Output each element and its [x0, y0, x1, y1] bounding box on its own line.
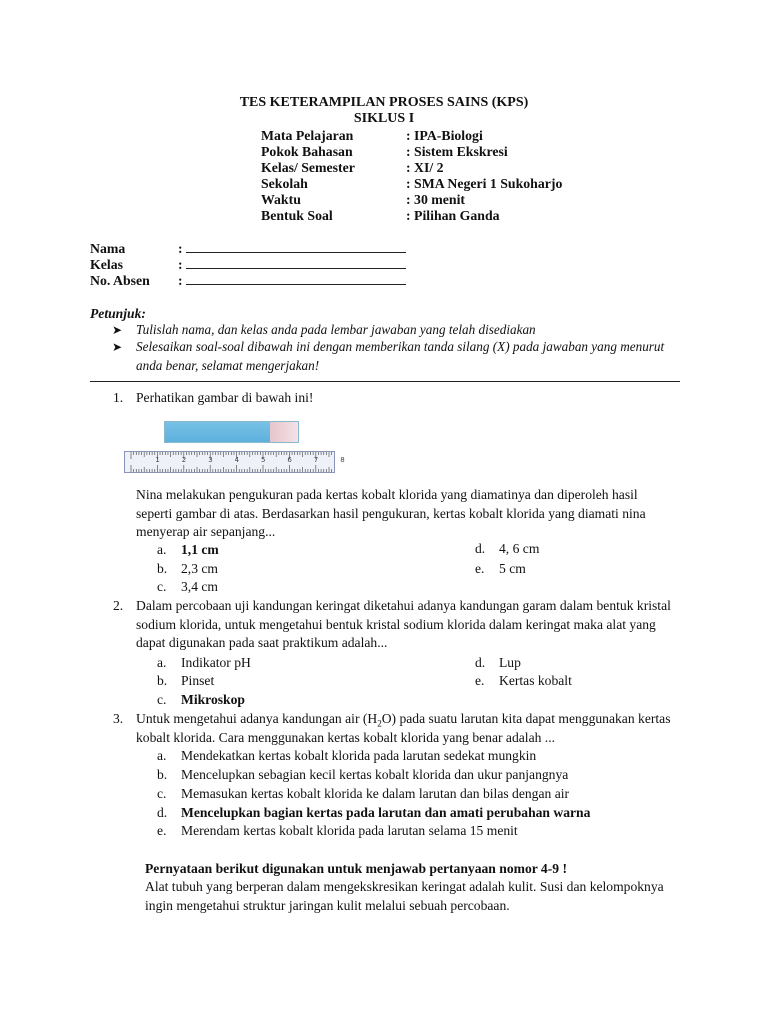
instruction-text: Tulislah nama, dan kelas anda pada lembar jawaban yang telah disediakan: [136, 322, 536, 337]
name-label: Nama: [90, 241, 126, 256]
class-blank-line[interactable]: [186, 257, 406, 269]
ruler-figure: [124, 419, 345, 477]
question-number: 2.: [113, 598, 124, 613]
option-letter: c.: [157, 692, 167, 707]
question-number: 1.: [113, 390, 124, 405]
info-value: : Pilihan Ganda: [406, 208, 500, 223]
option-text: 1,1 cm: [181, 542, 219, 557]
info-key: Pokok Bahasan: [261, 144, 353, 159]
cobalt-chloride-strip: [164, 421, 299, 443]
question-intro: Perhatikan gambar di bawah ini!: [136, 390, 314, 405]
wet-area: [270, 422, 298, 442]
info-value: : SMA Negeri 1 Sukoharjo: [406, 176, 563, 191]
option-letter: c.: [157, 786, 167, 801]
statement-text: Alat tubuh yang berperan dalam mengekskresikan keringat adalah kulit. Susi dan kelompoknya ingin mengetahui struktur jaringan kulit melalui sebuah percobaan.: [145, 879, 664, 913]
ruler-tick-label: 5: [261, 456, 266, 464]
info-key: Waktu: [261, 192, 301, 207]
info-key: Mata Pelajaran: [261, 128, 354, 143]
ruler: [124, 451, 345, 473]
instruction-text: Selesaikan soal-soal dibawah ini dengan memberikan tanda silang (X) pada jawaban yang menurut anda benar, selamat mengerjakan!: [136, 339, 665, 373]
info-value: : Sistem Ekskresi: [406, 144, 508, 159]
option-text: Merendam kertas kobalt klorida pada larutan selama 15 menit: [181, 823, 518, 838]
statement-heading: Pernyataan berikut digunakan untuk menjawab pertanyaan nomor 4-9 !: [145, 861, 567, 876]
colon: :: [178, 257, 183, 272]
option-letter: d.: [157, 805, 168, 820]
option-letter: b.: [157, 561, 168, 576]
option-letter: e.: [475, 561, 485, 576]
ruler-tick-label: 6: [287, 456, 292, 464]
option-letter: e.: [157, 823, 167, 838]
info-value: : XI/ 2: [406, 160, 444, 175]
option-text: Mencelupkan sebagian kecil kertas kobalt klorida dan ukur panjangnya: [181, 767, 569, 782]
ruler-tick-label: 2: [181, 456, 187, 464]
option-text: Mikroskop: [181, 692, 245, 707]
option-letter: a.: [157, 748, 167, 763]
question-text: Dalam percobaan uji kandungan keringat diketahui adanya kandungan garam dalam bentuk kristal sodium klorida, untuk mengetahui bentuk kristal sodium klorida dalam keringat maka alat yang dapat digunakan pada saat praktikum adalah...: [136, 598, 671, 651]
name-blank-line[interactable]: [186, 241, 406, 253]
option-text: Memasukan kertas kobalt klorida ke dalam larutan dan bilas dengan air: [181, 786, 570, 801]
info-row-form: [261, 207, 581, 226]
ruler-tick-label: 3: [208, 456, 213, 464]
option-text: Mendekatkan kertas kobalt klorida pada larutan sedekat mungkin: [181, 748, 537, 763]
absent-number-blank-line[interactable]: [186, 273, 406, 285]
option-letter: b.: [157, 767, 168, 782]
info-key: Kelas/ Semester: [261, 160, 355, 175]
option-text: Lup: [499, 655, 521, 670]
absent-number-field[interactable]: [90, 272, 406, 291]
option-letter: c.: [157, 579, 167, 594]
instructions-heading: Petunjuk:: [90, 306, 146, 321]
arrow-bullet-icon: ➤: [112, 323, 123, 337]
instruction-item: [112, 338, 672, 375]
option-letter: d.: [475, 541, 486, 556]
question-text: Nina melakukan pengukuran pada kertas kobalt klorida yang diamatinya dan diperoleh hasil seperti gambar di atas. Berdasarkan hasil pengukuran, kertas kobalt klorida yang diamati nina menyerap air sepanjang...: [136, 487, 646, 540]
divider: [90, 381, 680, 382]
option-letter: e.: [475, 673, 485, 688]
absent-number-label: No. Absen: [90, 273, 150, 288]
instruction-item: [112, 321, 672, 340]
option-letter: a.: [157, 655, 167, 670]
option-text: 5 cm: [499, 561, 526, 576]
option-letter: d.: [475, 655, 486, 670]
info-key: Sekolah: [261, 176, 308, 191]
option-letter: a.: [157, 542, 167, 557]
subscript: 2: [377, 718, 382, 729]
option-text: 3,4 cm: [181, 579, 218, 594]
arrow-bullet-icon: ➤: [112, 340, 123, 354]
info-key: Bentuk Soal: [261, 208, 333, 223]
colon: :: [178, 241, 183, 256]
info-value: : IPA-Biologi: [406, 128, 483, 143]
info-value: : 30 menit: [406, 192, 466, 207]
class-label: Kelas: [90, 257, 123, 272]
question-number: 3.: [113, 711, 124, 726]
option-text: Mencelupkan bagian kertas pada larutan dan amati perubahan warna: [181, 805, 591, 820]
colon: :: [178, 273, 183, 288]
question-text: [136, 710, 681, 747]
ruler-tick-label: 1: [155, 456, 160, 464]
option-text: 4, 6 cm: [499, 541, 540, 556]
option-text: Indikator pH: [181, 655, 251, 670]
ruler-tick-label: 4: [234, 456, 240, 464]
option-text: Pinset: [181, 673, 215, 688]
question-text-part: O) pada suatu larutan kita dapat menggunakan kertas kobalt klorida. Cara menggunakan kertas kobalt klorida yang benar adalah ...: [136, 711, 671, 745]
ruler-tick-label: 7: [313, 456, 319, 464]
option-text: Kertas kobalt: [499, 673, 572, 688]
document-title: TES KETERAMPILAN PROSES SAINS (KPS): [239, 95, 529, 110]
option-text: 2,3 cm: [181, 561, 218, 576]
option-letter: b.: [157, 673, 168, 688]
question-text-part: Untuk mengetahui adanya kandungan air (H: [136, 711, 378, 726]
ruler-tick-label: 8: [340, 456, 345, 464]
document-subtitle: SIKLUS I: [353, 111, 415, 126]
